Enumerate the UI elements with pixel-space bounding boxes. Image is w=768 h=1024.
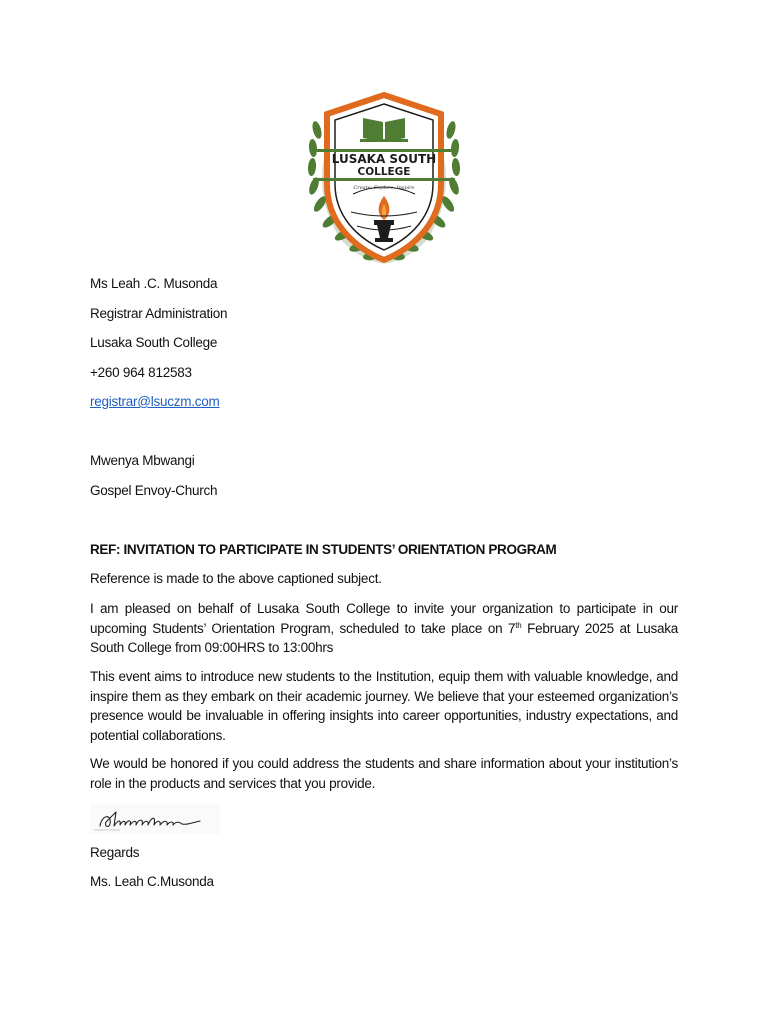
signature-image — [90, 804, 220, 834]
sender-email-link[interactable]: registrar@lsuczm.com — [90, 394, 220, 409]
recipient-org: Gospel Envoy-Church — [90, 483, 218, 498]
body-paragraph-3: This event aims to introduce new students to the Institution, equip them with valuable knowledge, and inspire them as they embark on their academic journey. We believe that your esteemed organization’s presence would be invaluable in offering insights into career opportunities, industry expectations, and potential collaborations. — [90, 669, 678, 743]
subject-heading: REF: INVITATION TO PARTICIPATE IN STUDENTS’ ORIENTATION PROGRAM — [90, 542, 557, 557]
closing-regards: Regards — [90, 845, 140, 860]
sender-name: Ms Leah .C. Musonda — [90, 276, 218, 291]
logo-title-line1: LUSAKA SOUTH — [331, 152, 437, 166]
closing-signoff: Ms. Leah C.Musonda — [90, 874, 214, 889]
sender-org: Lusaka South College — [90, 335, 218, 350]
body-paragraph-2: I am pleased on behalf of Lusaka South College to invite your organization to participate in our upcoming Students’ Orientation Program, scheduled to take place on 7th February 2025 at Lusaka South College from 09:00HRS to 13:00hrs — [90, 601, 678, 655]
recipient-name: Mwenya Mbwangi — [90, 453, 195, 468]
logo-motto: Create, Explore, Inspire — [353, 185, 415, 191]
sender-title: Registrar Administration — [90, 306, 228, 321]
logo-title-line2: COLLEGE — [357, 166, 411, 178]
college-logo — [303, 92, 465, 266]
body-paragraph-1: Reference is made to the above captioned subject. — [90, 571, 382, 586]
sender-phone: +260 964 812583 — [90, 365, 192, 380]
body-paragraph-4: We would be honored if you could address the students and share information about your institution’s role in the products and services that you provide. — [90, 756, 678, 791]
